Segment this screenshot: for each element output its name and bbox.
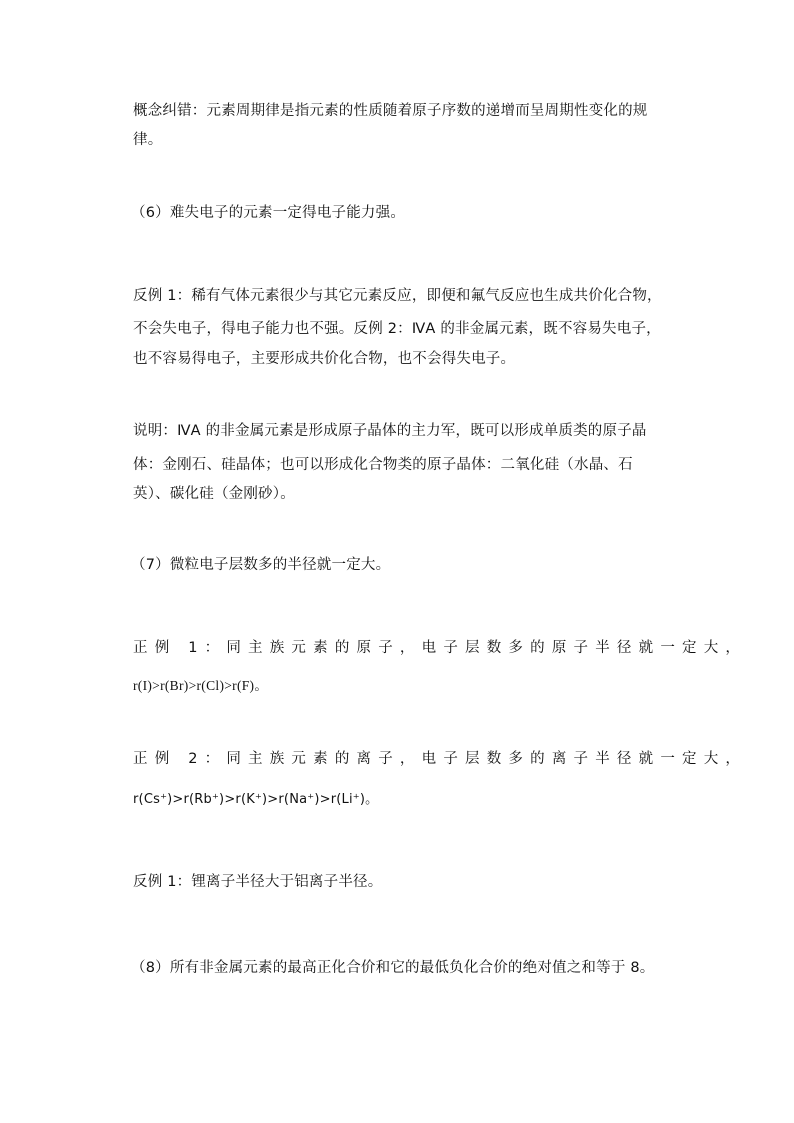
paragraph-counterexample-line-2: 不会失电子，得电子能力也不强。反例 2：ⅣA 的非金属元素，既不容易失电子， <box>133 321 661 337</box>
paragraph-explanation-line-1: 说明：ⅣA 的非金属元素是形成原子晶体的主力军，既可以形成单质类的原子晶 <box>133 423 647 439</box>
paragraph-example-2-formula: r(Cs⁺)>r(Rb⁺)>r(K⁺)>r(Na⁺)>r(Li⁺)。 <box>133 792 379 807</box>
question-6: （6）难失电子的元素一定得电子能力强。 <box>131 205 406 221</box>
question-8: （8）所有非金属元素的最高正化合价和它的最低负化合价的绝对值之和等于 8。 <box>131 960 655 976</box>
paragraph-concept-correction-line-2: 律。 <box>133 132 163 148</box>
paragraph-explanation-line-2: 体：金刚石、硅晶体；也可以形成化合物类的原子晶体：二氧化硅（水晶、石 <box>133 457 633 473</box>
paragraph-example-1-line-1: 正例 1：同主族元素的原子，电子层数多的原子半径就一定大， <box>133 640 748 656</box>
paragraph-counterexample-line-3: 也不容易得电子，主要形成共价化合物，也不会得失电子。 <box>133 351 516 367</box>
paragraph-counterexample-lithium: 反例 1：锂离子半径大于铝离子半径。 <box>133 874 383 890</box>
paragraph-example-1-formula: r(I)>r(Br)>r(Cl)>r(F)。 <box>133 678 269 693</box>
paragraph-counterexample-line-1: 反例 1：稀有气体元素很少与其它元素反应，即便和氟气反应也生成共价化合物， <box>133 288 662 304</box>
paragraph-example-2-line-1: 正例 2：同主族元素的离子，电子层数多的离子半径就一定大， <box>133 751 748 767</box>
question-7: （7）微粒电子层数多的半径就一定大。 <box>131 557 391 573</box>
paragraph-concept-correction-line-1: 概念纠错：元素周期律是指元素的性质随着原子序数的递增而呈周期性变化的规 <box>133 103 648 119</box>
paragraph-explanation-line-3: 英）、碳化硅（金刚砂）。 <box>133 486 295 502</box>
